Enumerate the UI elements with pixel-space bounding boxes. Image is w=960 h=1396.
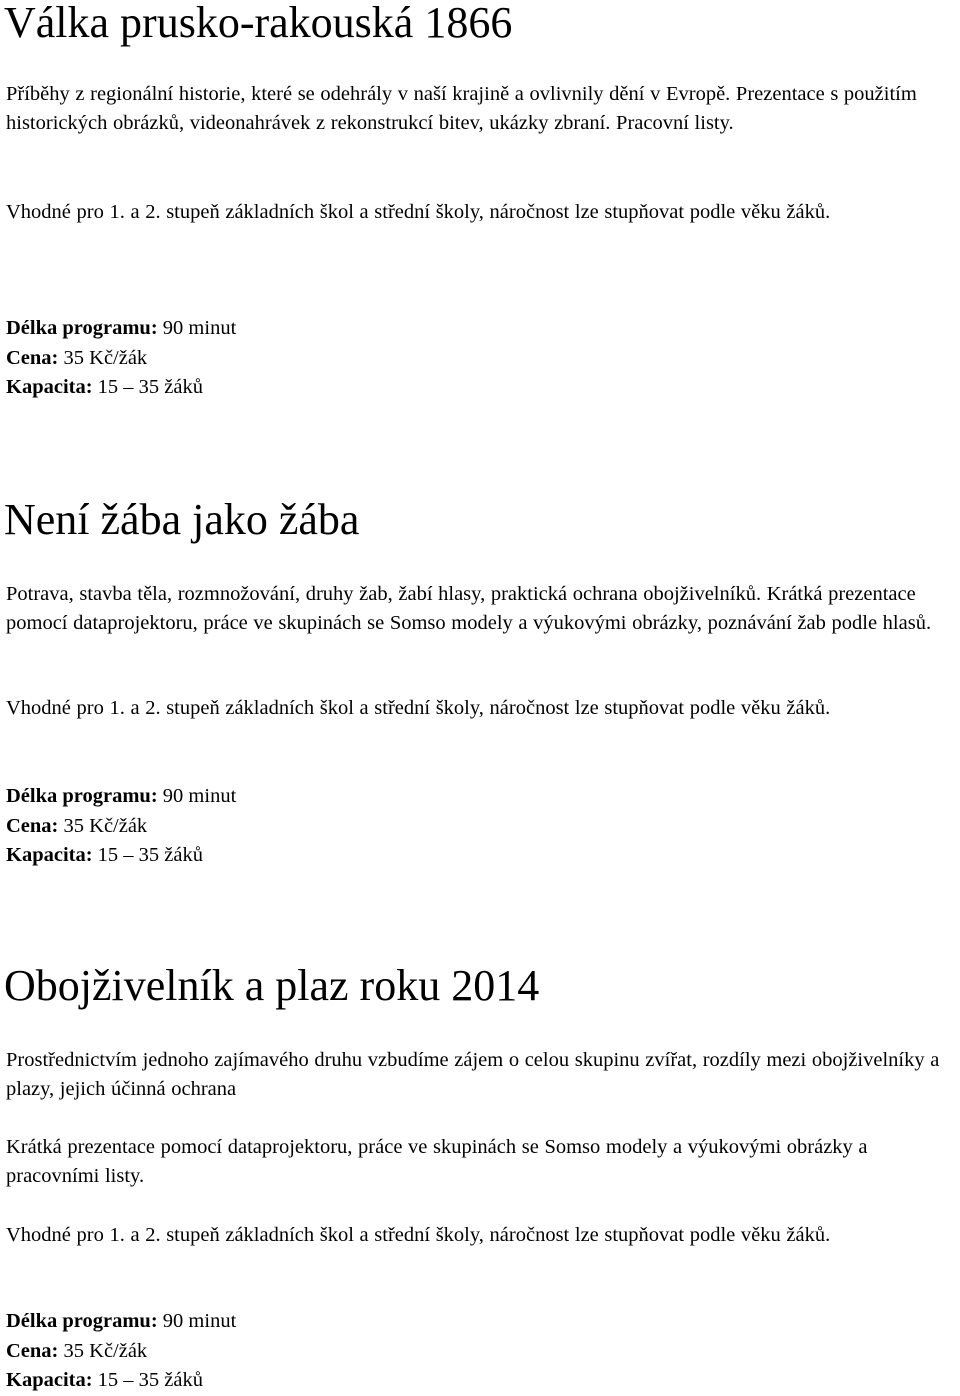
program-title: Obojživelník a plaz roku 2014	[4, 961, 540, 1010]
capacity-row	[6, 373, 236, 403]
program-description: Prostřednictvím jednoho zajímavého druhu vzbudíme zájem o celou skupinu zvířat, rozdíly mezi obojživelníky a plazy, jejich účinná ochrana	[6, 1049, 940, 1100]
duration-value: 90 minut	[162, 785, 237, 807]
program-meta	[6, 782, 236, 871]
capacity-row	[6, 841, 236, 871]
duration-label: Délka programu:	[6, 1310, 158, 1332]
price-value: 35 Kč/žák	[63, 814, 148, 837]
program-description: Potrava, stavba těla, rozmnožování, druhy žab, žabí hlasy, praktická ochrana obojživelníků. Krátká prezentace pomocí dataprojektoru, práce ve skupinách se Somso modely a výukovými obrázky, poznávání žab podle hlasů.	[6, 583, 932, 634]
duration-row	[6, 782, 236, 812]
capacity-value: 15 – 35 žáků	[97, 1369, 203, 1391]
price-label: Cena:	[6, 346, 59, 369]
capacity-row	[6, 1366, 236, 1396]
price-row	[6, 344, 236, 374]
capacity-value: 15 – 35 žáků	[97, 376, 203, 398]
price-value: 35 Kč/žák	[63, 1339, 148, 1362]
price-value: 35 Kč/žák	[63, 346, 148, 369]
program-title: Není žába jako žába	[4, 495, 360, 544]
duration-row	[6, 314, 236, 344]
price-label: Cena:	[6, 1339, 59, 1362]
program-title: Válka prusko-rakouská 1866	[4, 0, 513, 47]
capacity-label: Kapacita:	[6, 376, 93, 398]
duration-label: Délka programu:	[6, 785, 158, 807]
program-description: Příběhy z regionální historie, které se odehrály v naší krajině a ovlivnily dění v Evropě. Prezentace s použitím historických obrázků, videonahrávek z rekonstrukcí bitev, ukázky zbraní. Pracovní listy.	[6, 83, 917, 134]
duration-label: Délka programu:	[6, 317, 158, 339]
program-method: Krátká prezentace pomocí dataprojektoru, práce ve skupinách se Somso modely a výukovými obrázky a pracovními listy.	[6, 1136, 868, 1187]
capacity-label: Kapacita:	[6, 1369, 93, 1391]
capacity-label: Kapacita:	[6, 844, 93, 866]
program-suitability: Vhodné pro 1. a 2. stupeň základních škol a střední školy, náročnost lze stupňovat podle věku žáků.	[6, 697, 831, 719]
program-suitability: Vhodné pro 1. a 2. stupeň základních škol a střední školy, náročnost lze stupňovat podle věku žáků.	[6, 201, 831, 223]
duration-row	[6, 1307, 236, 1337]
duration-value: 90 minut	[162, 317, 237, 339]
program-suitability: Vhodné pro 1. a 2. stupeň základních škol a střední školy, náročnost lze stupňovat podle věku žáků.	[6, 1224, 831, 1246]
capacity-value: 15 – 35 žáků	[97, 844, 203, 866]
price-row	[6, 812, 236, 842]
program-meta	[6, 314, 236, 403]
price-row	[6, 1337, 236, 1367]
price-label: Cena:	[6, 814, 59, 837]
program-meta	[6, 1307, 236, 1396]
duration-value: 90 minut	[162, 1310, 237, 1332]
